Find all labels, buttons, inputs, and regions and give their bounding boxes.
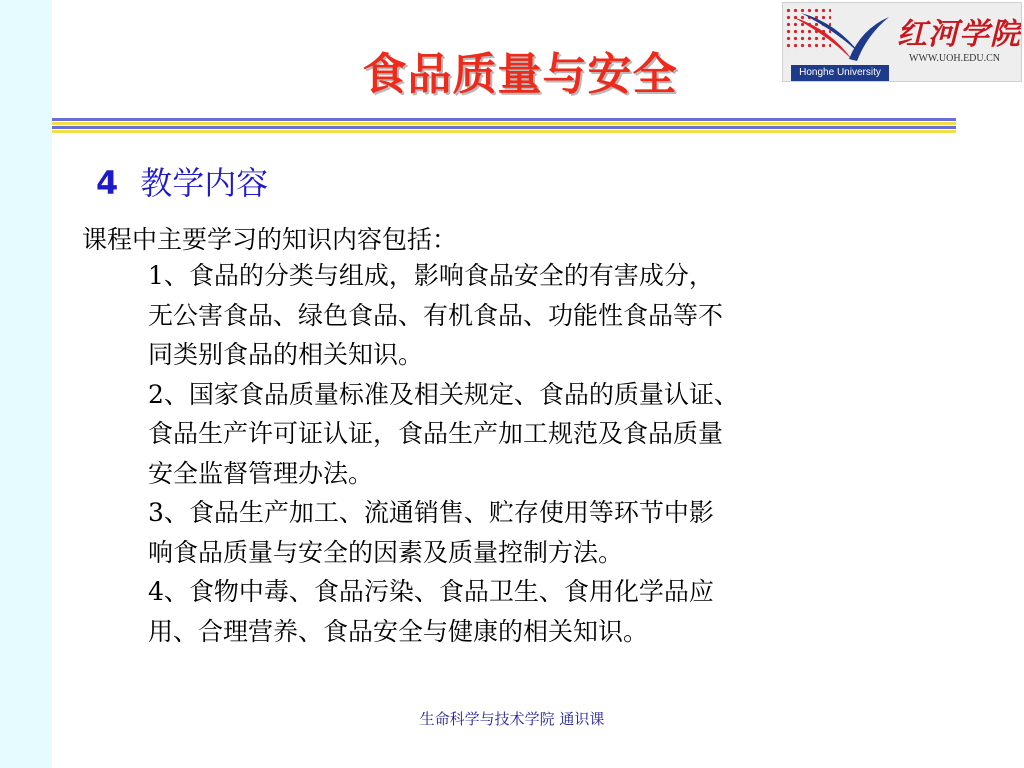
content-item-line: 安全监督管理办法。 [148, 458, 374, 488]
left-accent-strip [0, 0, 52, 768]
content-list [148, 256, 948, 651]
content-item [148, 375, 948, 494]
content-item-line: 无公害食品、绿色食品、有机食品、功能性食品等不 [148, 300, 724, 330]
rule-bar [52, 118, 956, 121]
section-title: 教学内容 [140, 164, 269, 202]
logo-url-text: WWW.UOH.EDU.CN [909, 53, 1001, 64]
university-logo [782, 2, 1022, 82]
header-rule [52, 118, 956, 134]
section-number: 4 [96, 164, 119, 202]
logo-chinese-name: 红河学院 [897, 17, 1021, 52]
rule-bar [52, 122, 956, 125]
content-item [148, 493, 948, 572]
logo-english-name: Honghe University [791, 65, 889, 81]
footer-text: 生命科学与技术学院 通识课 [419, 710, 605, 728]
content-item-line: 食品生产许可证认证，食品生产加工规范及食品质量 [148, 419, 724, 448]
rule-bar [52, 130, 956, 133]
slide-title: 食品质量与安全 [362, 49, 678, 100]
content-item-line: 3、食品生产加工、流通销售、贮存使用等环节中影 [148, 498, 714, 527]
rule-bar [52, 126, 956, 129]
section-heading [96, 158, 268, 204]
content-item-line: 4、食物中毒、食品污染、食品卫生、食用化学品应 [148, 577, 714, 606]
logo-swoosh-icon [791, 9, 891, 69]
content-item-line: 2、国家食品质量标准及相关规定、食品的质量认证、 [148, 379, 739, 409]
content-item-line: 响食品质量与安全的因素及质量控制方法。 [148, 537, 624, 567]
intro-text: 课程中主要学习的知识内容包括： [82, 225, 458, 254]
content-item [148, 572, 948, 651]
content-item-line: 1、食品的分类与组成，影响食品安全的有害成分， [148, 261, 714, 290]
content-item-line: 同类别食品的相关知识。 [148, 340, 424, 369]
content-item [148, 256, 948, 375]
content-item-line: 用、合理营养、食品安全与健康的相关知识。 [148, 616, 649, 646]
